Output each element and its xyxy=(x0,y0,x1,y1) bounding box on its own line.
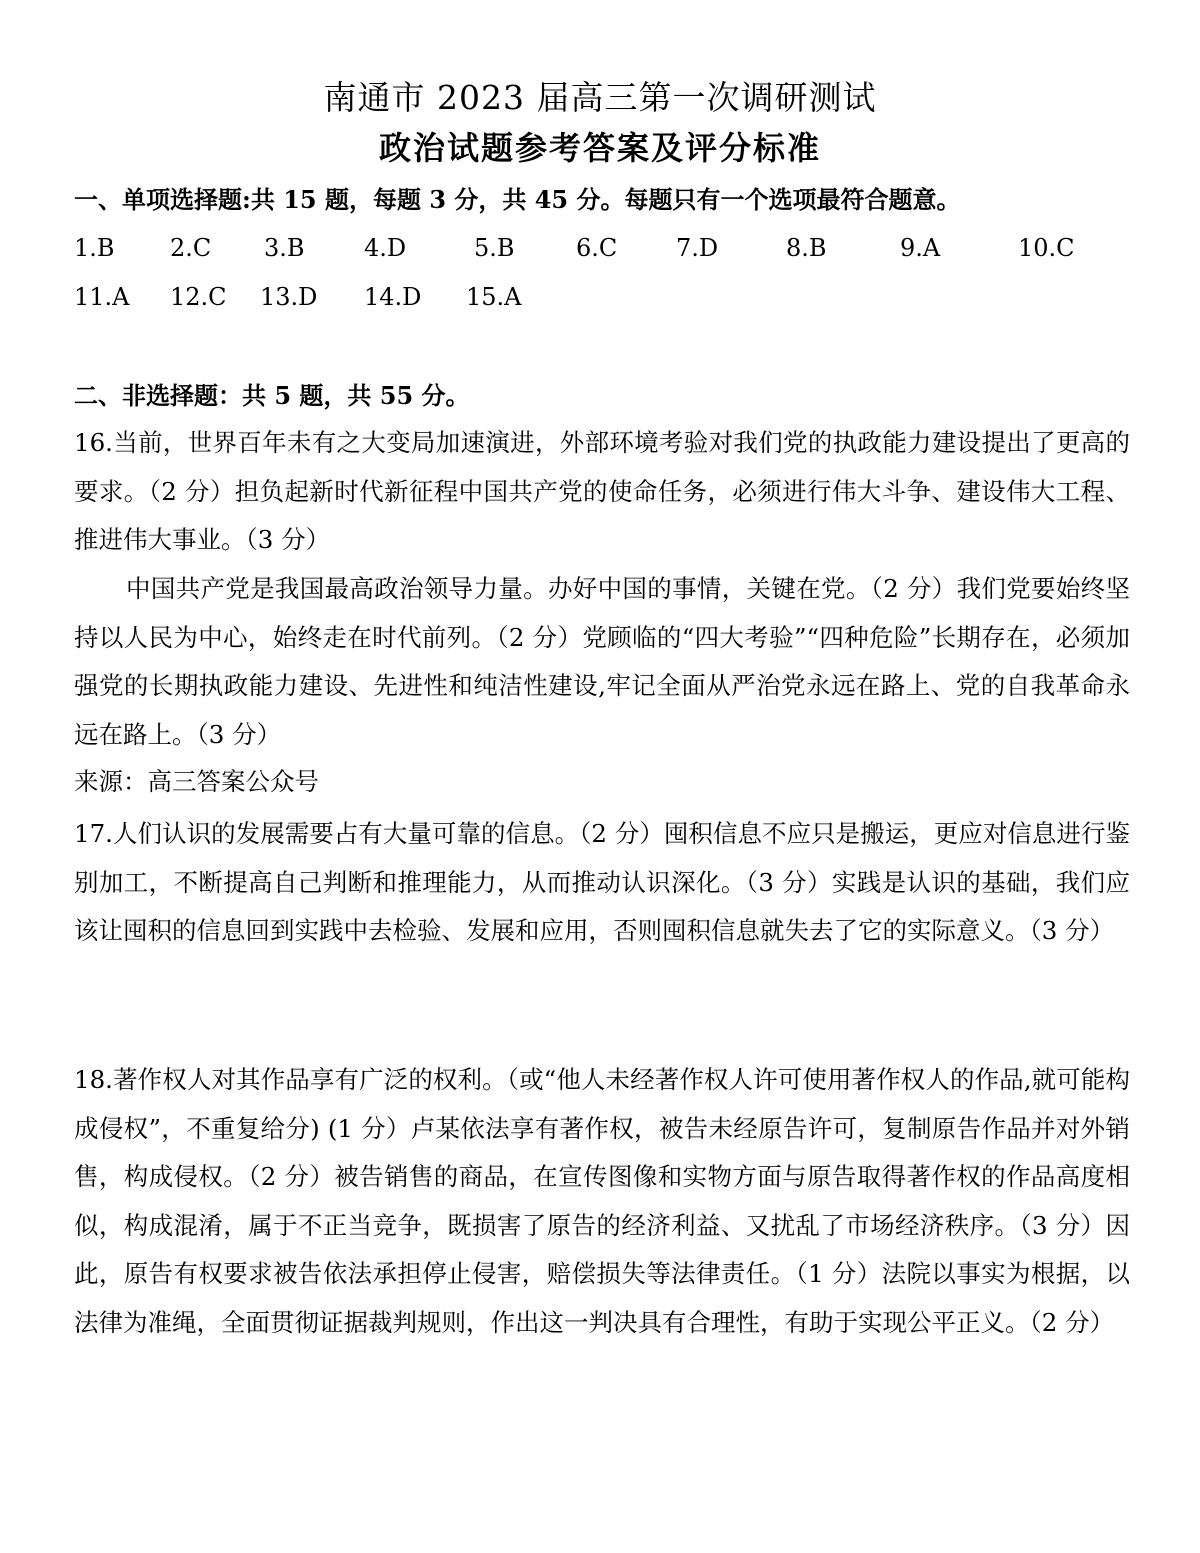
q18-answer: 18.著作权人对其作品享有广泛的权利。（或“他人未经著作权人许可使用著作权人的作品,就可能构成侵权”，不重复给分) (1 分）卢某依法享有著作权，被告未经原告许可，复制原告作品并对外销售，构成侵权。（2 分）被告销售的商品，在宣传图像和实物方面与原告取得著作权的作品高度相似，构成混淆，属于不正当竞争，既损害了原告的经济利益、又扰乱了市场经济秩序。（3 分）因此，原告有权要求被告依法承担停止侵害，赔偿损失等法律责任。（1 分）法院以事实为根据，以法律为准绳，全面贯彻证据裁判规则，作出这一判决具有合理性，有助于实现公平正义。（2 分） xyxy=(74,1065,1130,1337)
section1-heading: 一、单项选择题:共 15 题，每题 3 分，共 45 分。每题只有一个选项最符合题意。 xyxy=(74,185,961,214)
q16-answer-paragraph-1: 16.当前，世界百年未有之大变局加速演进，外部环境考验对我们党的执政能力建设提出了更高的要求。（2 分）担负起新时代新征程中国共产党的使命任务，必须进行伟大斗争、建设伟大工程、推进伟大事业。（3 分） xyxy=(74,428,1130,555)
answer-item: 2.C xyxy=(170,234,212,262)
answer-item: 13.D xyxy=(260,283,318,311)
source-note: 来源：高三答案公众号 xyxy=(74,767,319,796)
answer-item: 9.A xyxy=(900,234,941,262)
document-title: 南通市 2023 届高三第一次调研测试 xyxy=(323,78,877,117)
answers-row-1 xyxy=(74,232,1134,264)
answer-item: 3.B xyxy=(264,234,305,262)
q16-answer-paragraph-2: 中国共产党是我国最高政治领导力量。办好中国的事情，关键在党。（2 分）我们党要始终坚持以人民为中心，始终走在时代前列。（2 分）党顾临的“四大考验”“四种危险”长期存在，必须加强党的长期执政能力建设、先进性和纯洁性建设,牢记全面从严治党永远在路上、党的自我革命永远在路上。（3 分） xyxy=(74,574,1130,749)
answer-item: 10.C xyxy=(1018,234,1075,262)
section2-heading: 二、非选择题：共 5 题，共 55 分。 xyxy=(74,381,470,410)
q17-answer: 17.人们认识的发展需要占有大量可靠的信息。（2 分）囤积信息不应只是搬运，更应对信息进行鉴别加工，不断提高自己判断和推理能力，从而推动认识深化。（3 分）实践是认识的基础，我们应该让囤积的信息回到实践中去检验、发展和应用，否则囤积信息就失去了它的实际意义。（3 分） xyxy=(74,819,1130,946)
answers-row-2 xyxy=(74,281,1134,313)
answer-item: 7.D xyxy=(676,234,719,262)
answer-item: 8.B xyxy=(786,234,827,262)
answer-item: 4.D xyxy=(364,234,407,262)
answer-item: 15.A xyxy=(466,283,522,311)
answer-item: 12.C xyxy=(170,283,227,311)
answer-item: 11.A xyxy=(74,283,130,311)
answer-item: 1.B xyxy=(74,234,115,262)
answer-item: 5.B xyxy=(474,234,515,262)
document-subtitle: 政治试题参考答案及评分标准 xyxy=(378,129,821,167)
answer-item: 6.C xyxy=(576,234,618,262)
answer-item: 14.D xyxy=(364,283,422,311)
